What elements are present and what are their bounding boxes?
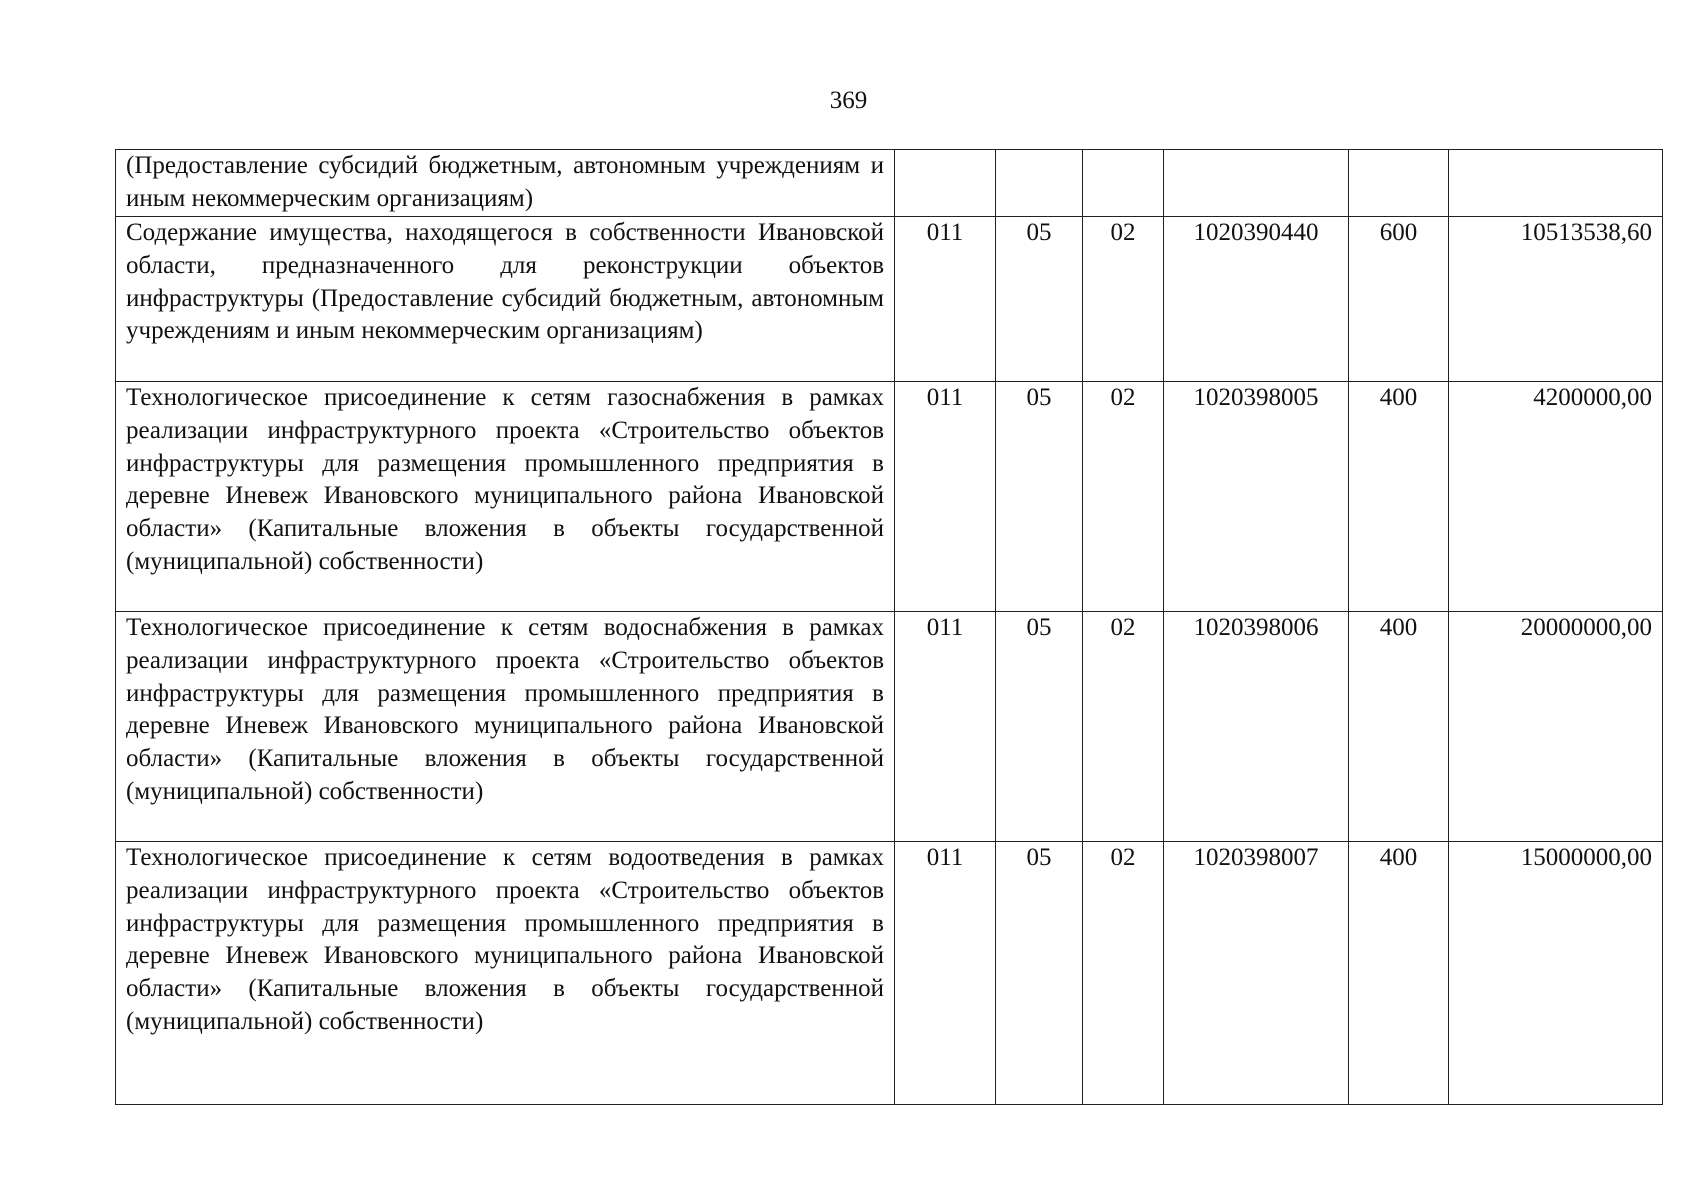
row-description: Технологическое присоединение к сетям водоснабжения в рамках реализации инфраструктурного проекта «Строительство объектов инфраструктуры для размещения промышленного предприятия в деревне Иневеж Ивановского муниципального района Ивановской области» (Капитальные вложения в объекты государственной (муниципальной) собственности): [116, 612, 895, 842]
amount-cell: 4200000,00: [1449, 382, 1663, 612]
section-code-cell: 05: [996, 217, 1083, 382]
ministry-code-cell: 011: [895, 842, 996, 1105]
subsection-code-cell: 02: [1083, 382, 1164, 612]
ministry-code-cell: [895, 150, 996, 217]
section-code-cell: 05: [996, 842, 1083, 1105]
subsection-code-cell: 02: [1083, 842, 1164, 1105]
target-article-cell: [1164, 150, 1349, 217]
table-row: [116, 217, 1663, 382]
subsection-code-cell: 02: [1083, 612, 1164, 842]
budget-table: [115, 149, 1663, 1105]
subsection-code-cell: 02: [1083, 217, 1164, 382]
row-description: Содержание имущества, находящегося в собственности Ивановской области, предназначенного для реконструкции объектов инфраструктуры (Предоставление субсидий бюджетным, автономным учреждениям и иным некоммерческим организациям): [116, 217, 895, 382]
section-code-cell: [996, 150, 1083, 217]
page-number: 369: [829, 87, 868, 114]
section-code-cell: 05: [996, 612, 1083, 842]
amount-cell: 20000000,00: [1449, 612, 1663, 842]
row-description: Технологическое присоединение к сетям газоснабжения в рамках реализации инфраструктурного проекта «Строительство объектов инфраструктуры для размещения промышленного предприятия в деревне Иневеж Ивановского муниципального района Ивановской области» (Капитальные вложения в объекты государственной (муниципальной) собственности): [116, 382, 895, 612]
amount-cell: [1449, 150, 1663, 217]
expense-type-cell: 400: [1349, 612, 1449, 842]
ministry-code-cell: 011: [895, 382, 996, 612]
target-article-cell: 1020398006: [1164, 612, 1349, 842]
row-description: (Предоставление субсидий бюджетным, автономным учреждениям и иным некоммерческим организациям): [116, 150, 895, 217]
expense-type-cell: 400: [1349, 842, 1449, 1105]
expense-type-cell: 600: [1349, 217, 1449, 382]
table-row: [116, 382, 1663, 612]
target-article-cell: 1020398005: [1164, 382, 1349, 612]
ministry-code-cell: 011: [895, 612, 996, 842]
subsection-code-cell: [1083, 150, 1164, 217]
target-article-cell: 1020398007: [1164, 842, 1349, 1105]
amount-cell: 10513538,60: [1449, 217, 1663, 382]
table-row: [116, 842, 1663, 1105]
expense-type-cell: 400: [1349, 382, 1449, 612]
amount-cell: 15000000,00: [1449, 842, 1663, 1105]
table-row: [116, 150, 1663, 217]
row-description: Технологическое присоединение к сетям водоотведения в рамках реализации инфраструктурного проекта «Строительство объектов инфраструктуры для размещения промышленного предприятия в деревне Иневеж Ивановского муниципального района Ивановской области» (Капитальные вложения в объекты государственной (муниципальной) собственности): [116, 842, 895, 1105]
table-row: [116, 612, 1663, 842]
section-code-cell: 05: [996, 382, 1083, 612]
target-article-cell: 1020390440: [1164, 217, 1349, 382]
ministry-code-cell: 011: [895, 217, 996, 382]
expense-type-cell: [1349, 150, 1449, 217]
